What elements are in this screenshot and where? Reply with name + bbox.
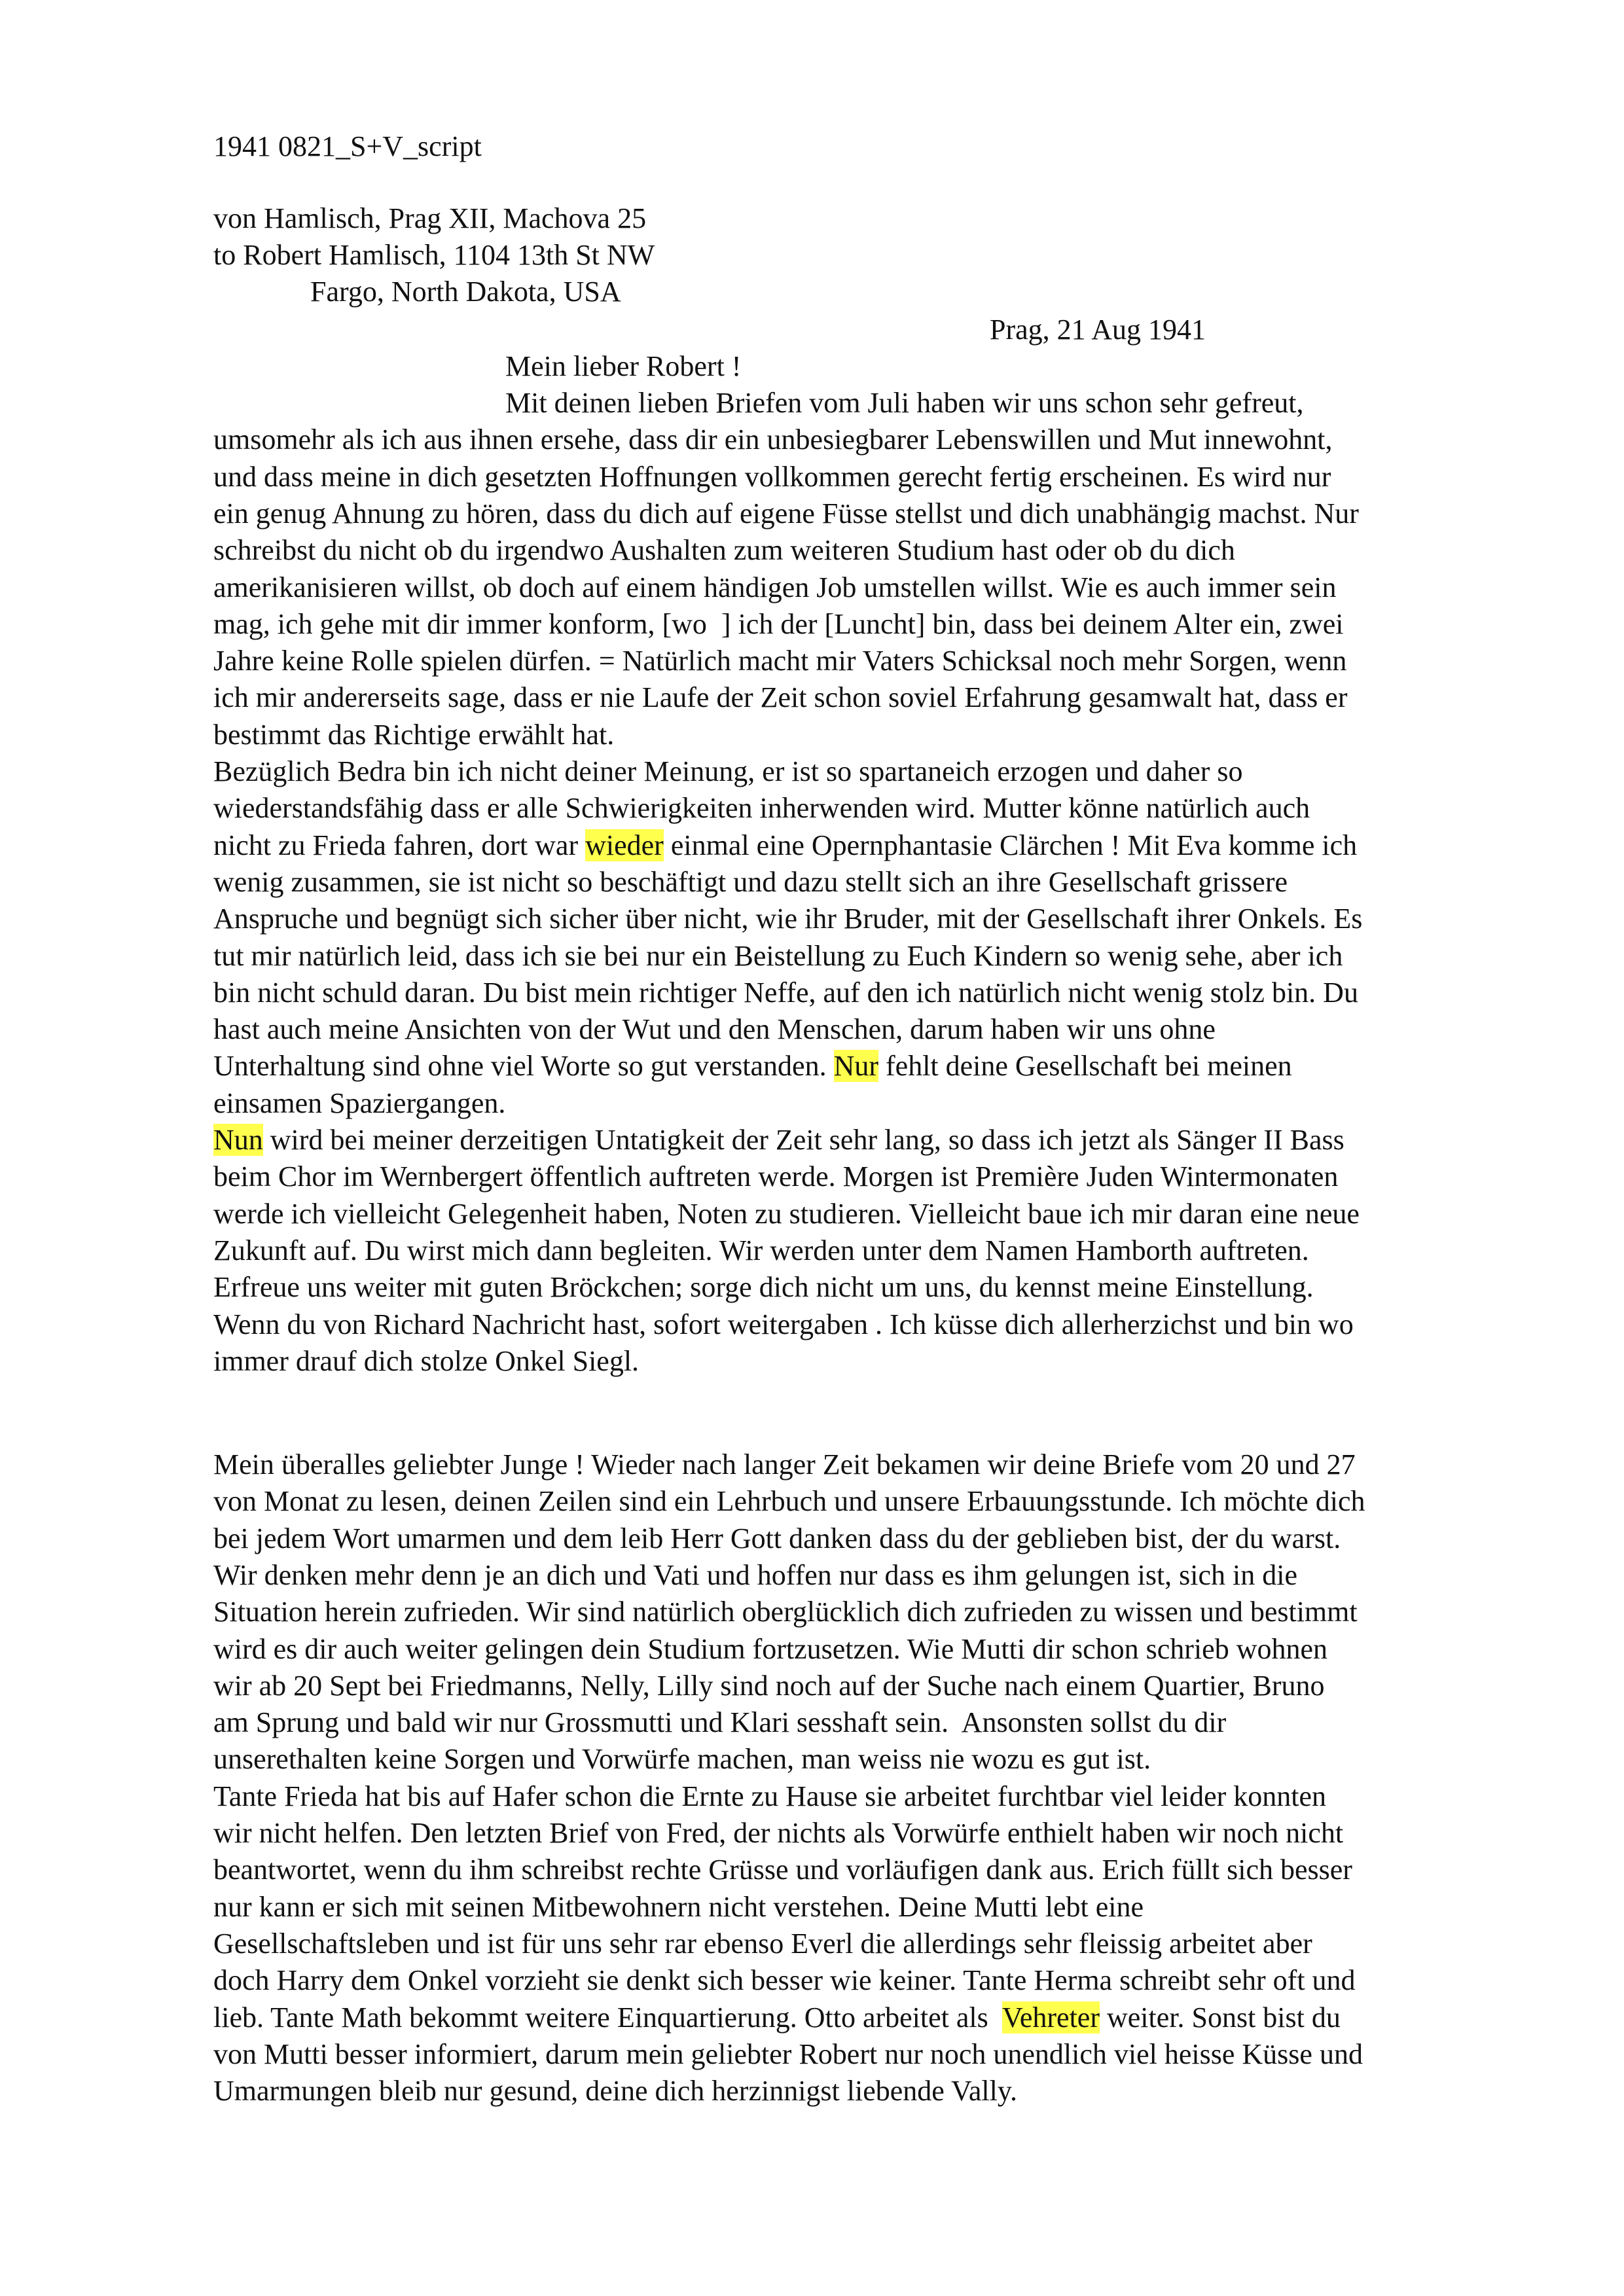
letter-line: tut mir natürlich leid, dass ich sie bei nur ein Beistellung zu Euch Kindern so wenig sehe, aber ich <box>213 939 1343 972</box>
letter-line: Zukunft auf. Du wirst mich dann begleiten. Wir werden unter dem Namen Hamborth auftreten. <box>213 1234 1309 1266</box>
highlighted-word: Nun <box>213 1124 263 1156</box>
letter-line: unserethalten keine Sorgen und Vorwürfe machen, man weiss nie wozu es gut ist. <box>213 1743 1151 1776</box>
letter-line: wenig zusammen, sie ist nicht so beschäftigt und dazu stellt sich an ihre Gesellschaft grissere <box>213 865 1288 898</box>
letter-line: immer drauf dich stolze Onkel Siegl. <box>213 1344 640 1377</box>
letter-line: werde ich vielleicht Gelegenheit haben, Noten zu studieren. Vielleicht baue ich mir daran eine neue <box>213 1197 1360 1230</box>
letter-line: beantwortet, wenn du ihm schreibst rechte Grüsse und vorläufigen dank aus. Erich füllt sich besser <box>213 1854 1352 1886</box>
letter-line: und dass meine in dich gesetzten Hoffnungen vollkommen gerecht fertig erscheinen. Es wird nur <box>213 460 1331 493</box>
letter-line: von Mutti besser informiert, darum mein geliebter Robert nur noch unendlich viel heisse Küsse und <box>213 2037 1363 2070</box>
line-segment: lieb. Tante Math bekommt weitere Einquartierung. Otto arbeitet als <box>213 2001 1002 2034</box>
highlighted-word: Vehreter <box>1001 2001 1100 2034</box>
letter-line: wird es dir auch weiter gelingen dein Studium fortzusetzen. Wie Mutti dir schon schrieb wohnen <box>213 1632 1327 1665</box>
letter-line: Mein überalles geliebter Junge ! Wieder nach langer Zeit bekamen wir deine Briefe vom 20 und 27 <box>213 1448 1356 1480</box>
letter-line: Bezüglich Bedra bin ich nicht deiner Meinung, er ist so spartaneich erzogen und daher so <box>213 755 1243 787</box>
letter-line: umsomehr als ich aus ihnen ersehe, dass dir ein unbesiegbarer Lebenswillen und Mut innewohnt, <box>213 423 1333 456</box>
letter-line: Anspruche und begnügt sich sicher über nicht, wie ihr Bruder, mit der Gesellschaft ihrer Onkels. Es <box>213 903 1363 935</box>
letter-line: Umarmungen bleib nur gesund, deine dich herzinnigst liebende Vally. <box>213 2075 1018 2108</box>
letter-line: nur kann er sich mit seinen Mitbewohnern nicht verstehen. Deine Mutti lebt eine <box>213 1890 1144 1923</box>
letter-line: ein genug Ahnung zu hören, dass du dich auf eigene Füsse stellst und dich unabhängig machst. Nur <box>213 497 1359 529</box>
letter-line: Tante Frieda hat bis auf Hafer schon die Ernte zu Hause sie arbeitet furchtbar viel leider konnten <box>213 1780 1327 1812</box>
script-id: 1941 0821_S+V_script <box>213 130 482 162</box>
letter-line: Wenn du von Richard Nachricht hast, sofort weitergaben . Ich küsse dich allerherzichst und bin wo <box>213 1308 1354 1340</box>
letter-line <box>213 1048 1292 1085</box>
highlighted-word: wieder <box>585 829 664 861</box>
line-segment: nicht zu Frieda fahren, dort war <box>213 829 586 861</box>
letter-line: wiederstandsfähig dass er alle Schwierigkeiten inherwenden wird. Mutter könne natürlich auch <box>213 792 1310 825</box>
salutation: Mein lieber Robert ! <box>505 350 742 382</box>
letter-line: bin nicht schuld daran. Du bist mein richtiger Neffe, auf den ich natürlich nicht wenig stolz bin. Du <box>213 976 1358 1009</box>
sender-line: von Hamlisch, Prag XII, Machova 25 <box>213 202 647 234</box>
recipient-line-2: Fargo, North Dakota, USA <box>310 276 621 308</box>
line-segment: Unterhaltung sind ohne viel Worte so gut verstanden. <box>213 1050 834 1083</box>
letter-line: doch Harry dem Onkel vorzieht sie denkt sich besser wie keiner. Tante Herma schreibt sehr oft und <box>213 1964 1356 1997</box>
letter-line: beim Chor im Wernbergert öffentlich auftreten werde. Morgen ist Première Juden Wintermonaten <box>213 1160 1339 1193</box>
line-segment: fehlt deine Gesellschaft bei meinen <box>878 1050 1292 1083</box>
letter-line: Wir denken mehr denn je an dich und Vati und hoffen nur dass es ihm gelungen ist, sich in die <box>213 1558 1298 1591</box>
letter-line: Situation herein zufrieden. Wir sind natürlich oberglücklich dich zufrieden zu wissen und bestimmt <box>213 1596 1358 1628</box>
letter-line: Mit deinen lieben Briefen vom Juli haben wir uns schon sehr gefreut, <box>505 387 1304 419</box>
letter-line: wir nicht helfen. Den letzten Brief von Fred, der nichts als Vorwürfe enthielt haben wir noch nicht <box>213 1817 1344 1849</box>
letter-line <box>213 2000 1341 2036</box>
letter-line: einsamen Spaziergangen. <box>213 1086 506 1119</box>
letter-line: amerikanisieren willst, ob doch auf einem händigen Job umstellen willst. Wie es auch immer sein <box>213 571 1337 603</box>
line-segment: einmal eine Opernphantasie Clärchen ! Mit Eva komme ich <box>663 829 1358 861</box>
letter-line: schreibst du nicht ob du irgendwo Aushalten zum weiteren Studium hast oder ob du dich <box>213 534 1235 567</box>
letter-line: mag, ich gehe mit dir immer konform, [wo ] ich der [Luncht] bin, dass bei deinem Alter ein, zwei <box>213 607 1344 640</box>
letter-line: Erfreue uns weiter mit guten Bröckchen; sorge dich nicht um uns, du kennst meine Einstellung. <box>213 1271 1314 1304</box>
letter-line: am Sprung und bald wir nur Grossmutti und Klari sesshaft sein. Ansonsten sollst du dir <box>213 1706 1227 1739</box>
letter-line <box>213 1122 1344 1158</box>
letter-line: Jahre keine Rolle spielen dürfen. = Natürlich macht mir Vaters Schicksal noch mehr Sorgen, wenn <box>213 645 1347 677</box>
letter-line: wir ab 20 Sept bei Friedmanns, Nelly, Lilly sind noch auf der Suche nach einem Quartier, Bruno <box>213 1669 1325 1702</box>
highlighted-word: Nur <box>833 1050 879 1083</box>
place-date: Prag, 21 Aug 1941 <box>990 314 1206 346</box>
letter-line: ich mir andererseits sage, dass er nie Laufe der Zeit schon soviel Erfahrung gesamwalt hat, dass er <box>213 681 1348 714</box>
letter-line: Gesellschaftsleben und ist für uns sehr rar ebenso Everl die allerdings sehr fleissig arbeitet aber <box>213 1927 1312 1960</box>
recipient-line-1: to Robert Hamlisch, 1104 13th St NW <box>213 239 655 271</box>
letter-line: von Monat zu lesen, deinen Zeilen sind ein Lehrbuch und unsere Erbauungsstunde. Ich möchte dich <box>213 1485 1365 1518</box>
letter-line <box>213 827 1357 864</box>
letter-line: bestimmt das Richtige erwählt hat. <box>213 718 615 751</box>
line-segment: wird bei meiner derzeitigen Untatigkeit der Zeit sehr lang, so dass ich jetzt als Sänger II Bass <box>262 1124 1344 1156</box>
line-segment: weiter. Sonst bist du <box>1099 2001 1341 2034</box>
letter-line: bei jedem Wort umarmen und dem leib Herr Gott danken dass du der geblieben bist, der du warst. <box>213 1522 1341 1554</box>
letter-line: hast auch meine Ansichten von der Wut und den Menschen, darum haben wir uns ohne <box>213 1013 1216 1046</box>
